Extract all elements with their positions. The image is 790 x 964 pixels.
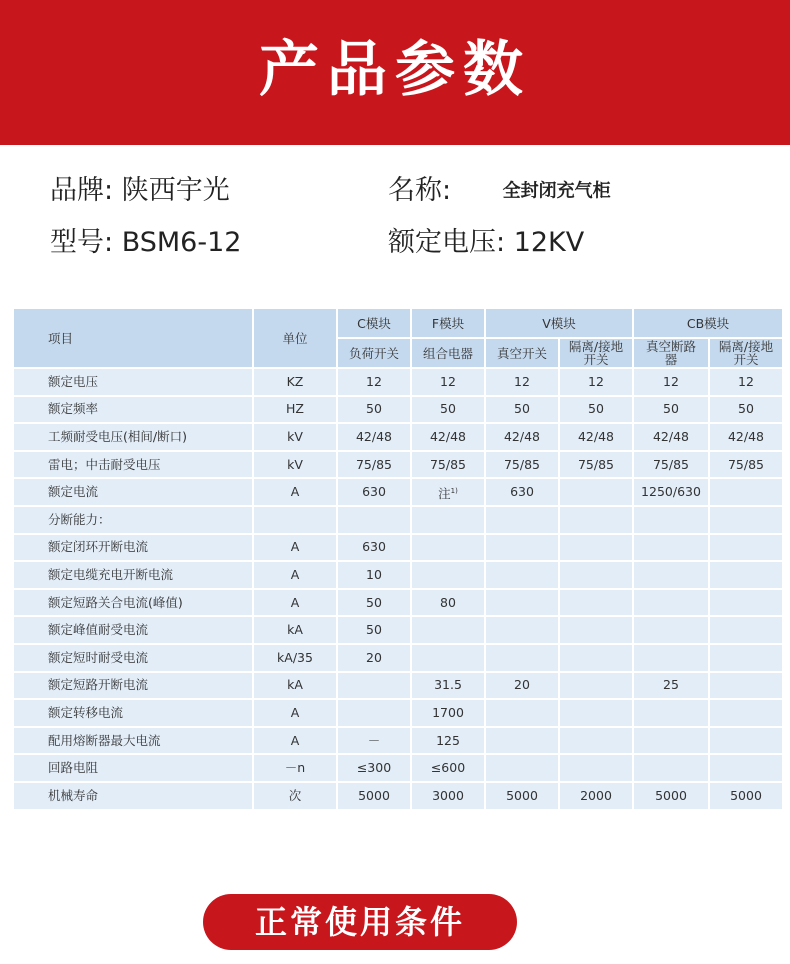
cell-c: 630 [337, 478, 411, 506]
cell-cb1 [633, 534, 709, 562]
cell-cb2 [709, 561, 783, 589]
table-row [13, 451, 783, 479]
cell-v1: 50 [485, 396, 559, 424]
cell-c: 50 [337, 589, 411, 617]
brand-label: 品牌: [50, 175, 114, 206]
cell-f: 3000 [411, 782, 485, 810]
cell-cb1: 12 [633, 368, 709, 396]
cell-f: 50 [411, 396, 485, 424]
section-empty [485, 506, 559, 534]
cell-v1 [485, 534, 559, 562]
brand-value: 陕西宇光 [121, 175, 230, 206]
table-row [13, 534, 783, 562]
sub-v1: 真空开关 [485, 338, 559, 368]
cell-cb1: 42/48 [633, 423, 709, 451]
model-info [50, 225, 241, 261]
cell-v2 [559, 478, 633, 506]
cell-c: 42/48 [337, 423, 411, 451]
header-group-c: C模块 [337, 308, 411, 338]
section-empty [559, 506, 633, 534]
cell-c: 10 [337, 561, 411, 589]
cell-f: 1700 [411, 699, 485, 727]
cell-v1: 42/48 [485, 423, 559, 451]
row-unit: －n [253, 754, 337, 782]
cell-cb1 [633, 644, 709, 672]
header-group-v: V模块 [485, 308, 633, 338]
model-value: BSM6-12 [121, 227, 242, 258]
section-empty [633, 506, 709, 534]
cell-c: 75/85 [337, 451, 411, 479]
cell-f: ≤600 [411, 754, 485, 782]
section-empty [337, 506, 411, 534]
cell-cb1: 5000 [633, 782, 709, 810]
name-value: 全封闭充气柜 [502, 180, 611, 202]
table-row [13, 561, 783, 589]
cell-cb2 [709, 644, 783, 672]
table-header-row [13, 308, 783, 338]
cell-v1: 630 [485, 478, 559, 506]
row-unit: 次 [253, 782, 337, 810]
row-unit: A [253, 699, 337, 727]
cell-f: 125 [411, 727, 485, 755]
sub-cb2: 隔离/接地开关 [709, 338, 783, 368]
cell-cb2: 42/48 [709, 423, 783, 451]
cell-c [337, 699, 411, 727]
cell-f [411, 534, 485, 562]
cell-cb1 [633, 616, 709, 644]
row-unit: kA/35 [253, 644, 337, 672]
cell-cb1: 75/85 [633, 451, 709, 479]
cell-cb2 [709, 589, 783, 617]
brand-info [50, 173, 230, 209]
voltage-info [388, 225, 584, 261]
header-group-cb: CB模块 [633, 308, 783, 338]
sub-c: 负荷开关 [337, 338, 411, 368]
sub-v2: 隔离/接地开关 [559, 338, 633, 368]
cell-f: 31.5 [411, 672, 485, 700]
cell-c: － [337, 727, 411, 755]
row-unit: kA [253, 672, 337, 700]
page-title: 产品参数 [259, 35, 531, 105]
row-item: 额定峰值耐受电流 [13, 616, 253, 644]
cell-c: 12 [337, 368, 411, 396]
row-item: 配用熔断器最大电流 [13, 727, 253, 755]
row-unit: kV [253, 451, 337, 479]
cell-cb1 [633, 754, 709, 782]
model-label: 型号: [50, 227, 114, 258]
table-row [13, 782, 783, 810]
cell-v2 [559, 616, 633, 644]
cell-cb2: 5000 [709, 782, 783, 810]
header-group-f: F模块 [411, 308, 485, 338]
header-unit: 单位 [253, 308, 337, 368]
section-empty [709, 506, 783, 534]
row-unit: A [253, 727, 337, 755]
cell-v1 [485, 589, 559, 617]
cell-f: 80 [411, 589, 485, 617]
cell-v2 [559, 561, 633, 589]
cell-cb2 [709, 754, 783, 782]
cell-f [411, 644, 485, 672]
cell-f [411, 616, 485, 644]
cell-c: 50 [337, 616, 411, 644]
note-superscript: 1) [450, 486, 458, 495]
row-item: 雷电；中击耐受电压 [13, 451, 253, 479]
cell-cb2: 12 [709, 368, 783, 396]
cell-c: ≤300 [337, 754, 411, 782]
cell-v1 [485, 727, 559, 755]
cell-f: 12 [411, 368, 485, 396]
cell-v2: 75/85 [559, 451, 633, 479]
row-unit: A [253, 534, 337, 562]
parameter-table-container [12, 307, 782, 811]
cell-cb1: 25 [633, 672, 709, 700]
cell-v1 [485, 754, 559, 782]
cell-v2: 2000 [559, 782, 633, 810]
table-row [13, 699, 783, 727]
cell-v1 [485, 699, 559, 727]
table-row [13, 368, 783, 396]
note-text: 注 [438, 485, 451, 501]
row-unit: A [253, 478, 337, 506]
row-unit: KZ [253, 368, 337, 396]
table-row [13, 589, 783, 617]
table-row [13, 423, 783, 451]
cell-c [337, 672, 411, 700]
cell-v1: 5000 [485, 782, 559, 810]
voltage-value: 12KV [513, 227, 585, 258]
cell-cb1 [633, 727, 709, 755]
row-item: 回路电阻 [13, 754, 253, 782]
cell-cb1 [633, 699, 709, 727]
cell-v1 [485, 644, 559, 672]
cell-v2 [559, 699, 633, 727]
row-item: 工频耐受电压(相间/断口) [13, 423, 253, 451]
cell-c: 5000 [337, 782, 411, 810]
cell-v1: 20 [485, 672, 559, 700]
cell-f: 75/85 [411, 451, 485, 479]
table-row [13, 727, 783, 755]
row-unit: A [253, 561, 337, 589]
table-row [13, 644, 783, 672]
cell-v2: 12 [559, 368, 633, 396]
cell-cb2: 50 [709, 396, 783, 424]
row-item: 额定电缆充电开断电流 [13, 561, 253, 589]
table-row [13, 754, 783, 782]
cell-cb1: 50 [633, 396, 709, 424]
cell-f: 42/48 [411, 423, 485, 451]
cell-cb2 [709, 727, 783, 755]
row-item: 额定频率 [13, 396, 253, 424]
name-info [388, 173, 611, 210]
cell-cb2 [709, 534, 783, 562]
cell-c: 630 [337, 534, 411, 562]
row-unit: kA [253, 616, 337, 644]
table-row [13, 478, 783, 506]
row-item: 额定闭环开断电流 [13, 534, 253, 562]
cell-cb1: 1250/630 [633, 478, 709, 506]
sub-f: 组合电器 [411, 338, 485, 368]
footer-title: 正常使用条件 [254, 903, 465, 941]
cell-cb1 [633, 589, 709, 617]
row-item: 额定短时耐受电流 [13, 644, 253, 672]
cell-v2 [559, 644, 633, 672]
cell-cb2: 75/85 [709, 451, 783, 479]
row-item: 额定电流 [13, 478, 253, 506]
cell-v1 [485, 616, 559, 644]
cell-f-note [411, 478, 485, 506]
cell-cb1 [633, 561, 709, 589]
row-item: 额定电压 [13, 368, 253, 396]
cell-v2 [559, 754, 633, 782]
table-row [13, 672, 783, 700]
table-row [13, 396, 783, 424]
row-item: 额定短路关合电流(峰值) [13, 589, 253, 617]
table-row [13, 616, 783, 644]
row-unit: A [253, 589, 337, 617]
section-empty [411, 506, 485, 534]
cell-v1: 75/85 [485, 451, 559, 479]
cell-v2 [559, 727, 633, 755]
cell-v2 [559, 672, 633, 700]
sub-cb1: 真空断路器 [633, 338, 709, 368]
cell-cb2 [709, 478, 783, 506]
cell-v1 [485, 561, 559, 589]
voltage-label: 额定电压: [388, 227, 506, 258]
cell-v2 [559, 534, 633, 562]
cell-v2 [559, 589, 633, 617]
cell-v2: 50 [559, 396, 633, 424]
cell-cb2 [709, 672, 783, 700]
row-item: 额定短路开断电流 [13, 672, 253, 700]
cell-cb2 [709, 699, 783, 727]
name-label: 名称: [388, 175, 452, 206]
section-empty [253, 506, 337, 534]
cell-f [411, 561, 485, 589]
row-item: 机械寿命 [13, 782, 253, 810]
table-section-row [13, 506, 783, 534]
cell-c: 20 [337, 644, 411, 672]
cell-v2: 42/48 [559, 423, 633, 451]
header-item: 项目 [13, 308, 253, 368]
cell-v1: 12 [485, 368, 559, 396]
row-item: 额定转移电流 [13, 699, 253, 727]
section-label: 分断能力： [13, 506, 253, 534]
cell-c: 50 [337, 396, 411, 424]
row-unit: HZ [253, 396, 337, 424]
row-unit: kV [253, 423, 337, 451]
parameter-table [12, 307, 784, 811]
cell-cb2 [709, 616, 783, 644]
